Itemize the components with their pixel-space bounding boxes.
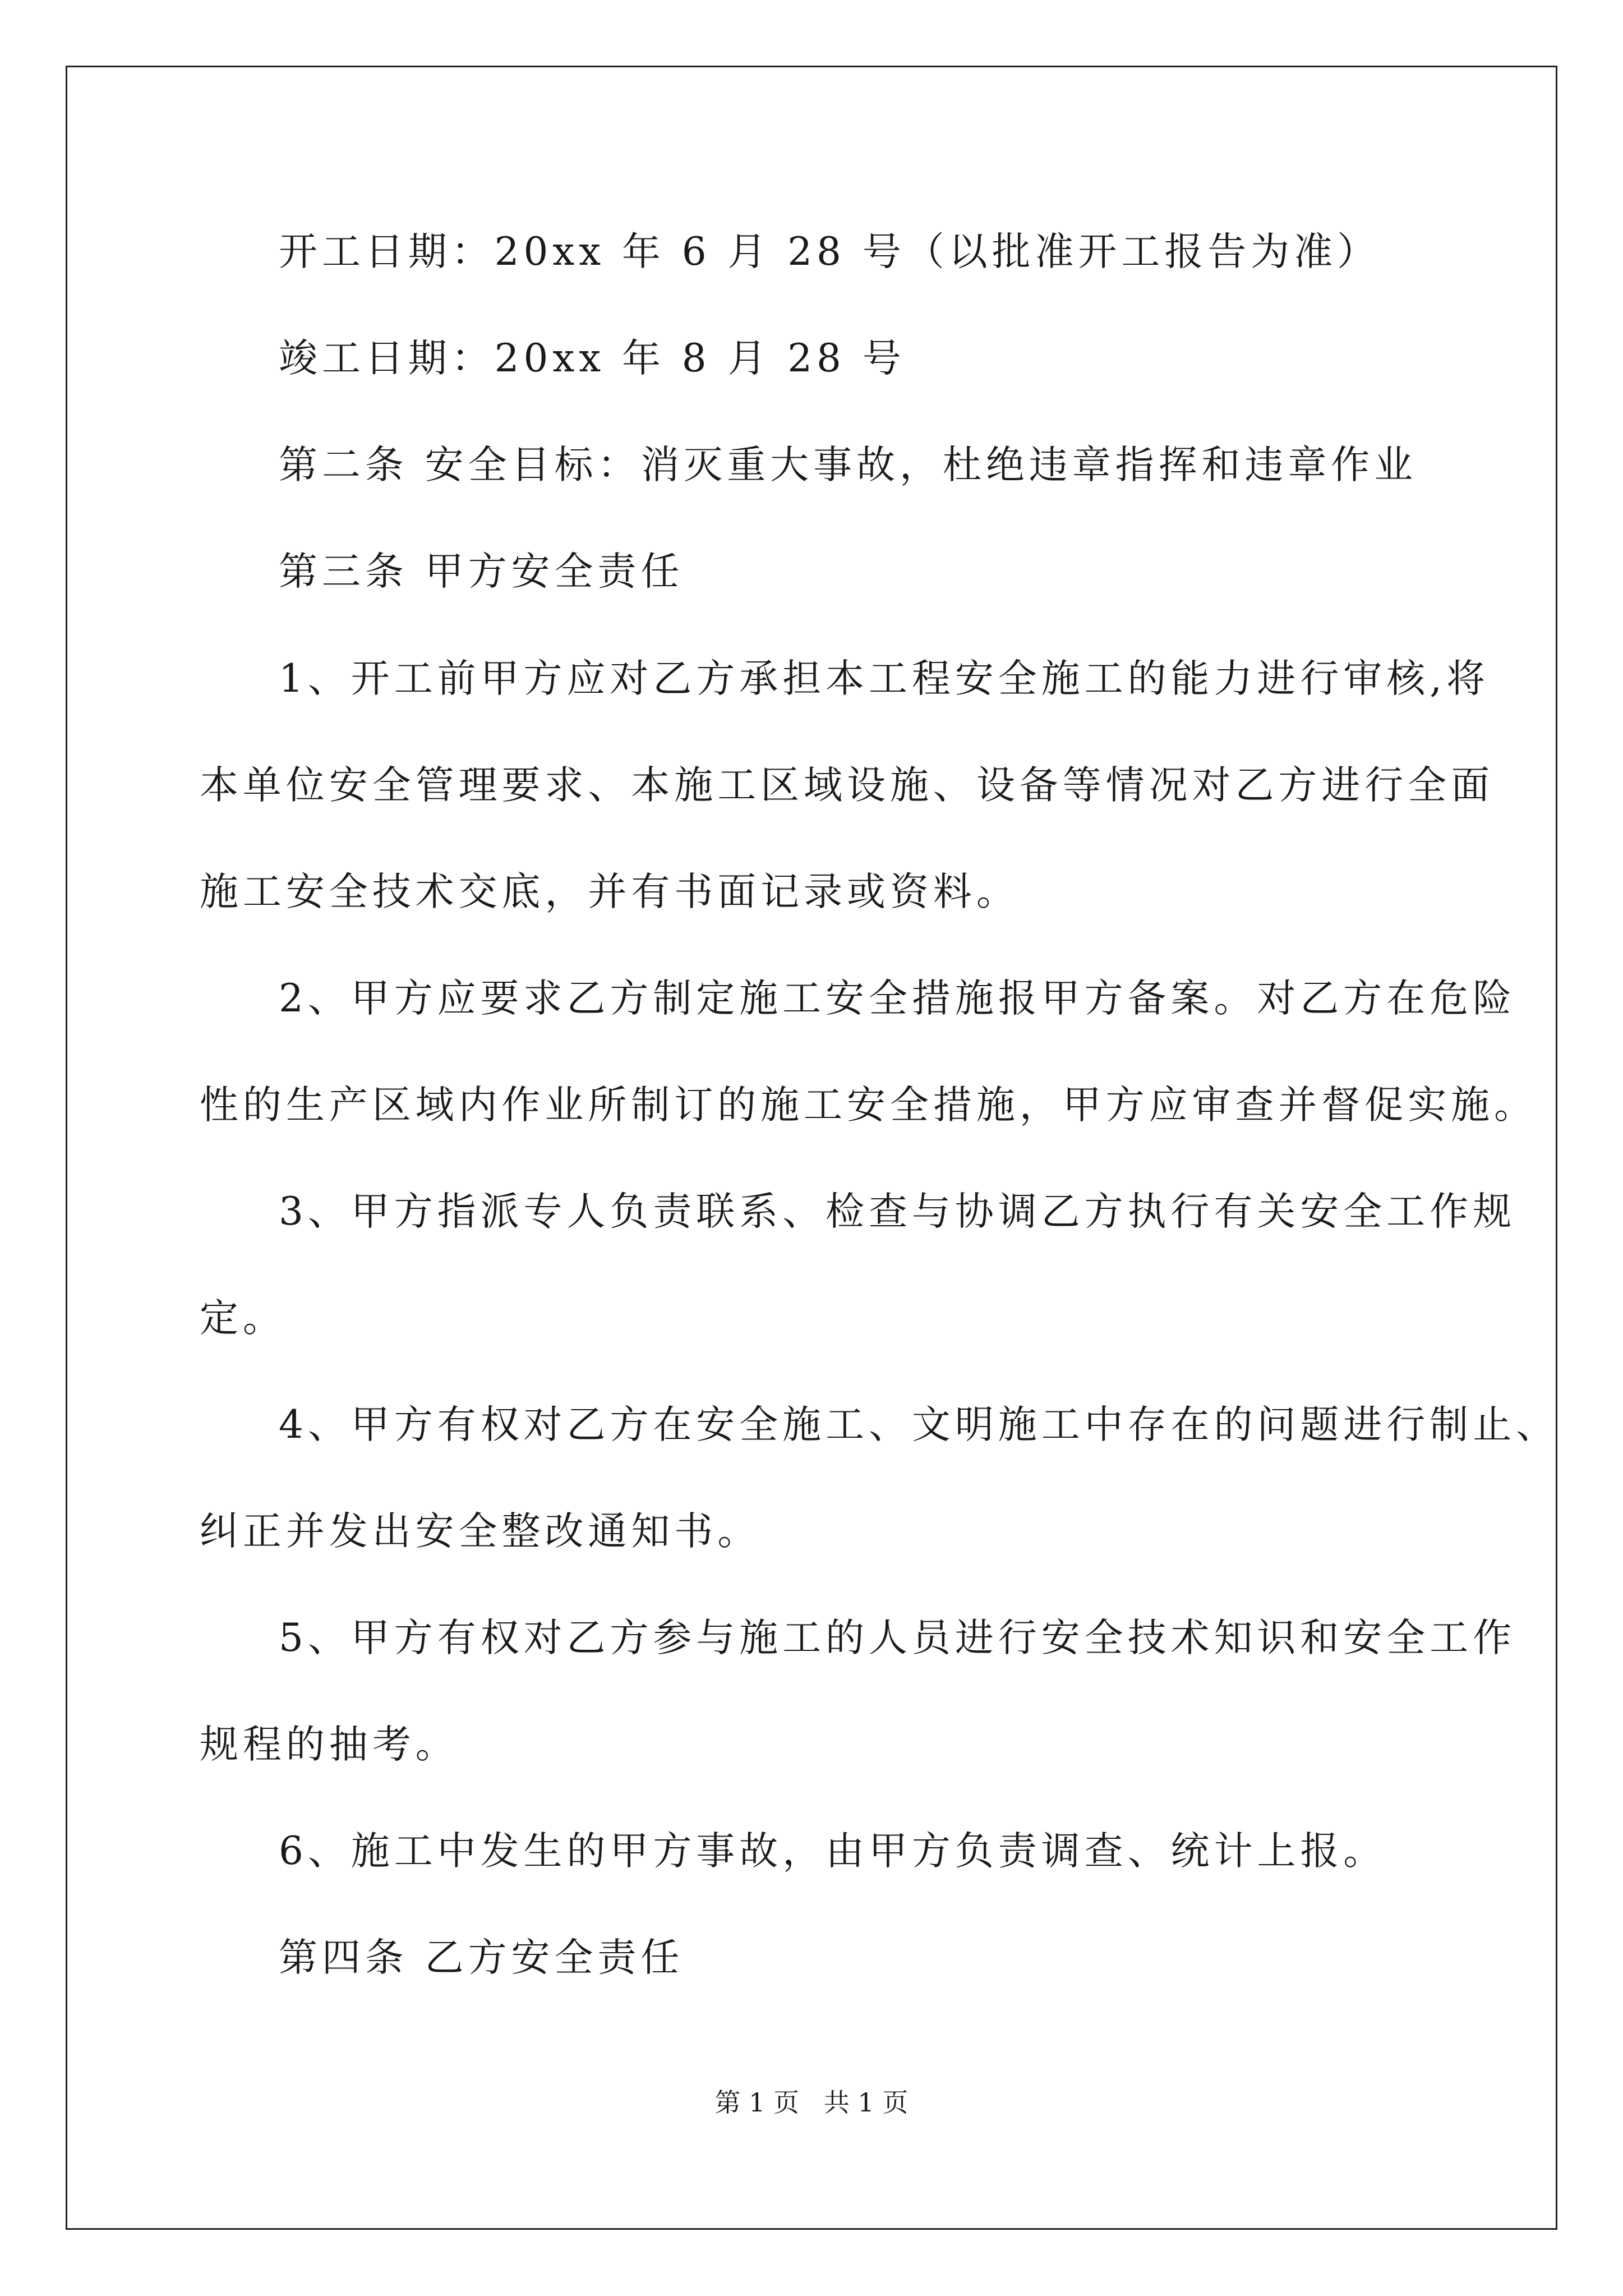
clause-5-line-2: 规程的抽考。 — [200, 1722, 459, 1767]
clause-3-line-2: 定。 — [200, 1296, 286, 1341]
article-2-heading: 第二条 安全目标：消灭重大事故，杜绝违章指挥和违章作业 — [279, 443, 1418, 487]
start-date-line: 开工日期：20xx 年 6 月 28 号（以批准开工报告为准） — [279, 229, 1380, 274]
clause-1-line-2: 本单位安全管理要求、本施工区域设施、设备等情况对乙方进行全面 — [200, 763, 1495, 808]
article-3-heading: 第三条 甲方安全责任 — [279, 549, 684, 594]
clause-2-line-2: 性的生产区域内作业所制订的施工安全措施，甲方应审查并督促实施。 — [200, 1083, 1537, 1128]
article-4-heading: 第四条 乙方安全责任 — [279, 1935, 684, 1980]
page-border — [66, 66, 1557, 2230]
clause-5-line-1: 5、甲方有权对乙方参与施工的人员进行安全技术知识和安全工作 — [279, 1616, 1516, 1660]
clause-4-line-1: 4、甲方有权对乙方在安全施工、文明施工中存在的问题进行制止、 — [279, 1402, 1559, 1447]
page-footer: 第 1 页 共 1 页 — [714, 2087, 909, 2118]
clause-1-line-3: 施工安全技术交底，并有书面记录或资料。 — [200, 869, 1020, 914]
clause-2-line-1: 2、甲方应要求乙方制定施工安全措施报甲方备案。对乙方在危险 — [279, 976, 1516, 1021]
clause-3-line-1: 3、甲方指派专人负责联系、检查与协调乙方执行有关安全工作规 — [279, 1189, 1516, 1234]
clause-1-line-1: 1、开工前甲方应对乙方承担本工程安全施工的能力进行审核,将 — [279, 656, 1490, 701]
completion-date-line: 竣工日期：20xx 年 8 月 28 号 — [279, 336, 906, 381]
clause-4-line-2: 纠正并发出安全整改通知书。 — [200, 1509, 761, 1554]
clause-6-line: 6、施工中发生的甲方事故，由甲方负责调查、统计上报。 — [279, 1829, 1387, 1874]
